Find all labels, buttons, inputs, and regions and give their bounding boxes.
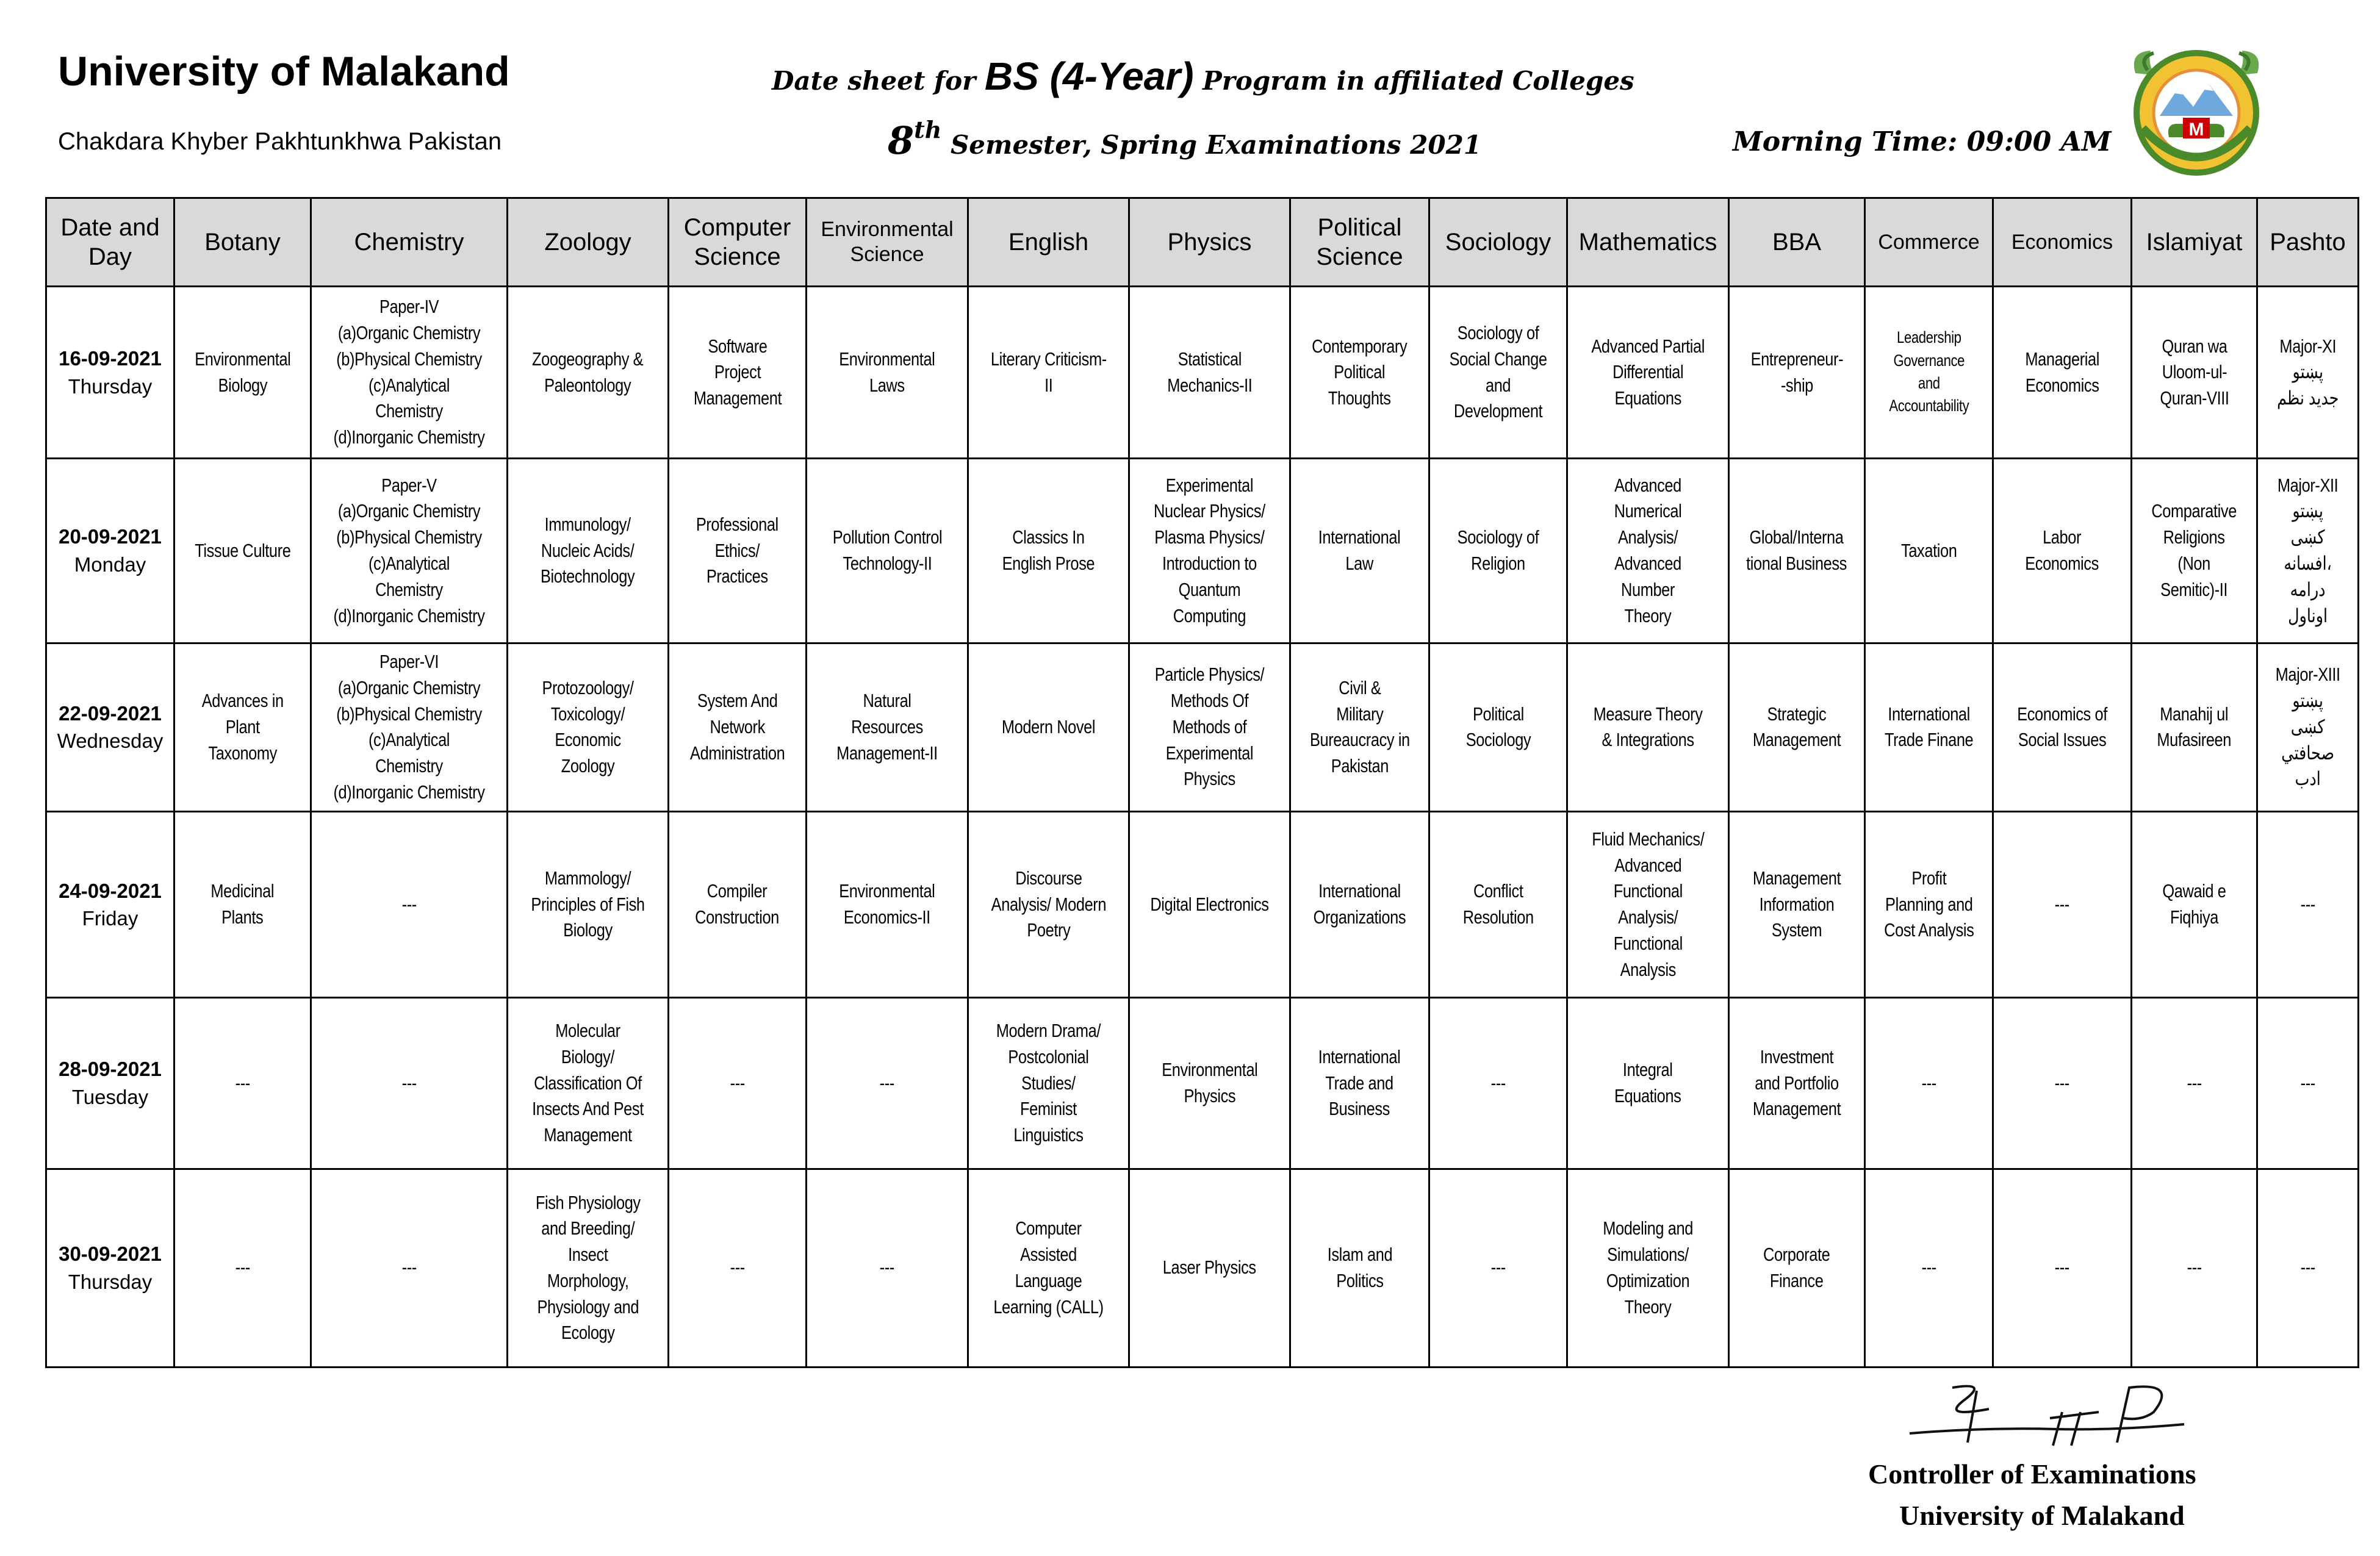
subject-cell	[1290, 459, 1429, 643]
subject-cell	[311, 459, 508, 643]
subject-cell	[508, 643, 669, 811]
subject-text: System And Network Administration	[689, 690, 785, 764]
subject-text: Managerial Economics	[2025, 348, 2099, 396]
date-cell	[46, 811, 174, 997]
column-header: Commerce	[1865, 198, 1993, 287]
subject-text: ---	[879, 1072, 895, 1094]
subject-text: Compiler Construction	[695, 880, 780, 928]
subject-cell	[1567, 1169, 1729, 1367]
table-row	[46, 287, 2359, 459]
subject-cell	[1729, 998, 1865, 1169]
subject-text: Civil & Military Bureaucracy in Pakistan	[1309, 676, 1410, 777]
subject-text: ---	[2300, 893, 2315, 915]
subject-cell	[1429, 459, 1567, 643]
controller-organization: University of Malakand	[1899, 1500, 2185, 1531]
subject-cell	[1865, 1169, 1993, 1367]
subject-cell	[669, 811, 807, 997]
subject-text: Integral Equations	[1614, 1059, 1681, 1106]
subject-cell	[1993, 287, 2132, 459]
subject-cell	[669, 643, 807, 811]
subject-text: Environmental Biology	[194, 348, 291, 396]
title-prefix: Date sheet for	[772, 66, 976, 96]
exam-date: 22-09-2021	[59, 701, 162, 725]
subject-cell	[1567, 459, 1729, 643]
subject-text: Fish Physiology and Breeding/ Insect Morphology, Physiology and Ecology	[535, 1191, 641, 1344]
subject-cell	[508, 998, 669, 1169]
exam-date: 30-09-2021	[59, 1242, 162, 1266]
subject-cell	[1865, 998, 1993, 1169]
date-cell	[46, 1169, 174, 1367]
column-header: Sociology	[1429, 198, 1567, 287]
subject-cell	[1429, 811, 1567, 997]
subject-text: Paper-IV (a)Organic Chemistry (b)Physical Chemistry (c)Analytical Chemistry (d)Inorganic Chemistry	[333, 296, 485, 448]
date-cell	[46, 643, 174, 811]
exam-day: Thursday	[68, 375, 153, 398]
subject-cell	[1567, 811, 1729, 997]
subject-cell	[508, 1169, 669, 1367]
subject-text: International Law	[1318, 526, 1401, 574]
subject-text: Measure Theory & Integrations	[1593, 703, 1703, 751]
subject-cell	[1129, 998, 1290, 1169]
subject-text: Leadership Governance and Accountability	[1889, 328, 1969, 415]
subject-cell	[2257, 1169, 2359, 1367]
subject-text: Modern Drama/ Postcolonial Studies/ Feminist Linguistics	[996, 1020, 1101, 1146]
subject-text: International Trade and Business	[1318, 1045, 1401, 1120]
subject-text: Zoogeography & Paleontology	[532, 348, 644, 396]
subject-text: Entrepreneur- -ship	[1750, 348, 1843, 396]
subject-text: Discourse Analysis/ Modern Poetry	[991, 867, 1106, 941]
subject-cell	[2257, 643, 2359, 811]
subject-cell	[2257, 287, 2359, 459]
subject-text: ---	[2187, 1072, 2202, 1094]
table-header-row	[46, 198, 2359, 287]
semester-ordinal: th	[914, 116, 942, 143]
column-header: Chemistry	[311, 198, 508, 287]
subject-cell	[968, 1169, 1129, 1367]
subject-cell	[2257, 811, 2359, 997]
subject-cell	[807, 811, 968, 997]
subject-text: Professional Ethics/ Practices	[696, 513, 778, 587]
column-header: BBA	[1729, 198, 1865, 287]
subject-cell	[1993, 1169, 2132, 1367]
subject-text: Economics of Social Issues	[2017, 703, 2107, 751]
subject-cell	[2257, 459, 2359, 643]
date-cell	[46, 459, 174, 643]
subject-cell	[1865, 287, 1993, 459]
subject-cell	[1729, 459, 1865, 643]
subject-text: International Trade Finane	[1884, 703, 1974, 751]
subject-cell	[311, 1169, 508, 1367]
column-header: Economics	[1993, 198, 2132, 287]
subject-cell	[1290, 287, 1429, 459]
subject-text: Medicinal Plants	[210, 880, 275, 928]
exam-date: 28-09-2021	[59, 1058, 162, 1081]
exam-date: 24-09-2021	[59, 879, 162, 902]
subject-text: Environmental Economics-II	[839, 880, 935, 928]
subject-cell	[968, 459, 1129, 643]
subject-cell	[1429, 1169, 1567, 1367]
subject-cell	[968, 643, 1129, 811]
subject-cell	[311, 287, 508, 459]
subject-text: ---	[1921, 1072, 1936, 1094]
subject-text: Political Sociology	[1465, 703, 1531, 751]
subject-text: Islam and Politics	[1327, 1244, 1392, 1291]
subject-cell	[174, 1169, 311, 1367]
exam-day: Friday	[82, 907, 138, 930]
subject-cell	[311, 643, 508, 811]
subject-text: Profit Planning and Cost Analysis	[1883, 867, 1974, 941]
subject-text: Laser Physics	[1163, 1257, 1256, 1278]
table-row	[46, 1169, 2359, 1367]
signature-icon	[1897, 1375, 2202, 1455]
subject-cell	[1865, 459, 1993, 643]
table-row	[46, 998, 2359, 1169]
subject-cell	[2132, 1169, 2257, 1367]
exam-day: Wednesday	[57, 730, 164, 753]
semester-line	[888, 116, 1481, 163]
subject-text: ---	[401, 1072, 417, 1094]
subject-text: Digital Electronics	[1150, 893, 1269, 915]
column-header: English	[968, 198, 1129, 287]
subject-cell	[2132, 459, 2257, 643]
subject-text: ---	[235, 1257, 250, 1278]
subject-text: Advanced Numerical Analysis/ Advanced Number Theory	[1614, 474, 1682, 626]
subject-text: Tissue Culture	[194, 539, 291, 561]
exam-date: 16-09-2021	[59, 347, 162, 370]
subject-cell	[669, 459, 807, 643]
subject-text: Mammology/ Principles of Fish Biology	[531, 867, 645, 941]
subject-cell	[2132, 643, 2257, 811]
subject-cell	[1993, 811, 2132, 997]
subject-text: ---	[2187, 1257, 2202, 1278]
subject-text: Pollution Control Technology-II	[832, 526, 942, 574]
subject-cell	[669, 998, 807, 1169]
subject-text: Molecular Biology/ Classification Of Insects And Pest Management	[532, 1020, 644, 1146]
subject-cell	[174, 811, 311, 997]
subject-cell	[1729, 1169, 1865, 1367]
title-suffix: Program in affiliated Colleges	[1203, 66, 1634, 96]
exam-day: Tuesday	[71, 1085, 149, 1108]
university-seal-icon	[2117, 46, 2276, 177]
subject-cell	[1993, 998, 2132, 1169]
subject-cell	[508, 287, 669, 459]
subject-text: Labor Economics	[2025, 526, 2099, 574]
subject-cell	[807, 287, 968, 459]
column-header: Botany	[174, 198, 311, 287]
subject-cell	[807, 1169, 968, 1367]
subject-text: ---	[1490, 1072, 1506, 1094]
subject-cell	[2132, 287, 2257, 459]
subject-cell	[807, 459, 968, 643]
university-name: University of Malakand	[58, 48, 510, 95]
subject-cell	[174, 643, 311, 811]
subject-cell	[508, 459, 669, 643]
exam-time: Morning Time: 09:00 AM	[1733, 126, 2112, 157]
subject-cell	[2132, 998, 2257, 1169]
subject-cell	[1567, 287, 1729, 459]
table-row	[46, 459, 2359, 643]
table-row	[46, 643, 2359, 811]
datesheet-table	[45, 197, 2359, 1368]
subject-cell	[1567, 643, 1729, 811]
subject-text: ---	[1490, 1257, 1506, 1278]
semester-text: Semester, Spring Examinations 2021	[950, 130, 1482, 160]
subject-text: ---	[2300, 1072, 2315, 1094]
subject-cell	[968, 287, 1129, 459]
subject-text: ---	[2054, 1072, 2070, 1094]
subject-text: International Organizations	[1313, 880, 1406, 928]
subject-cell	[807, 643, 968, 811]
subject-text: Natural Resources Management-II	[836, 690, 938, 764]
subject-cell	[1993, 459, 2132, 643]
subject-text: Sociology of Religion	[1457, 526, 1539, 574]
subject-text: ---	[730, 1072, 745, 1094]
subject-cell	[669, 287, 807, 459]
subject-text: Particle Physics/ Methods Of Methods of Experimental Physics	[1154, 664, 1265, 790]
subject-text: Paper-VI (a)Organic Chemistry (b)Physical Chemistry (c)Analytical Chemistry (d)Inorganic Chemistry	[333, 650, 485, 803]
subject-text: Taxation	[1900, 539, 1957, 561]
subject-text: Modern Novel	[1001, 715, 1096, 737]
subject-text: ---	[401, 1257, 417, 1278]
table-body	[46, 287, 2359, 1368]
subject-cell	[1865, 811, 1993, 997]
subject-cell	[1129, 643, 1290, 811]
subject-text: Manahij ul Mufasireen	[2157, 703, 2232, 751]
subject-cell	[1993, 643, 2132, 811]
subject-cell	[174, 287, 311, 459]
subject-text: Qawaid e Fiqhiya	[2162, 880, 2226, 928]
subject-cell	[1129, 1169, 1290, 1367]
subject-text: Management Information System	[1752, 867, 1841, 941]
column-header: Islamiyat	[2132, 198, 2257, 287]
subject-cell	[968, 811, 1129, 997]
column-header: Computer Science	[669, 198, 807, 287]
subject-text: Major-XII پښتو کښی افسانه، درامه اوناول	[2277, 474, 2339, 626]
subject-text: Environmental Laws	[839, 348, 935, 396]
title-program: BS (4-Year)	[984, 54, 1194, 98]
subject-cell	[1729, 811, 1865, 997]
subject-text: Advances in Plant Taxonomy	[201, 690, 284, 764]
subject-cell	[1429, 287, 1567, 459]
subject-cell	[669, 1169, 807, 1367]
subject-text: Advanced Partial Differential Equations	[1591, 335, 1705, 409]
exam-day: Thursday	[68, 1270, 153, 1293]
subject-text: Sociology of Social Change and Development	[1449, 322, 1547, 422]
datesheet-title	[772, 54, 1634, 99]
subject-text: ---	[730, 1257, 745, 1278]
subject-text: Major-XIII پښتو کښی صحافتي ادب	[2275, 664, 2340, 790]
subject-text: Strategic Management	[1752, 703, 1841, 751]
subject-cell	[1129, 287, 1290, 459]
subject-cell	[1729, 643, 1865, 811]
subject-text: Comparative Religions (Non Semitic)-II	[2151, 500, 2237, 600]
subject-cell	[1429, 998, 1567, 1169]
subject-cell	[807, 998, 968, 1169]
subject-cell	[508, 811, 669, 997]
university-address: Chakdara Khyber Pakhtunkhwa Pakistan	[58, 128, 502, 155]
column-header: Zoology	[508, 198, 669, 287]
subject-cell	[1429, 643, 1567, 811]
subject-text: Corporate Finance	[1763, 1244, 1830, 1291]
subject-text: Conflict Resolution	[1462, 880, 1534, 928]
subject-cell	[2257, 998, 2359, 1169]
subject-text: Modeling and Simulations/ Optimization Theory	[1603, 1217, 1693, 1318]
svg-text:M: M	[2188, 120, 2204, 140]
subject-cell	[1290, 811, 1429, 997]
subject-text: Immunology/ Nucleic Acids/ Biotechnology	[541, 513, 635, 587]
subject-text: Statistical Mechanics-II	[1167, 348, 1253, 396]
subject-cell	[311, 811, 508, 997]
subject-cell	[1129, 811, 1290, 997]
date-cell	[46, 287, 174, 459]
subject-cell	[2132, 811, 2257, 997]
subject-text: Quran wa Uloom-ul- Quran-VIII	[2159, 335, 2229, 409]
column-header: Political Science	[1290, 198, 1429, 287]
table-row	[46, 811, 2359, 997]
subject-text: Literary Criticism- II	[990, 348, 1107, 396]
subject-text: Major-XI پښتو جدید نظم	[2276, 335, 2339, 409]
subject-cell	[1290, 1169, 1429, 1367]
subject-text: Global/Interna tional Business	[1746, 526, 1847, 574]
subject-text: Fluid Mechanics/ Advanced Functional Analysis/ Functional Analysis	[1591, 828, 1705, 980]
exam-date: 20-09-2021	[59, 525, 162, 548]
semester-number: 8	[888, 118, 915, 163]
subject-cell	[174, 998, 311, 1169]
subject-cell	[1290, 643, 1429, 811]
subject-text: ---	[401, 893, 417, 915]
subject-text: Computer Assisted Language Learning (CALL)	[993, 1217, 1104, 1318]
column-header: Mathematics	[1567, 198, 1729, 287]
subject-cell	[968, 998, 1129, 1169]
subject-text: ---	[2054, 1257, 2070, 1278]
subject-text: Experimental Nuclear Physics/ Plasma Physics/ Introduction to Quantum Computing	[1154, 474, 1265, 626]
subject-text: ---	[879, 1257, 895, 1278]
subject-text: ---	[2300, 1257, 2315, 1278]
column-header: Physics	[1129, 198, 1290, 287]
column-header: Pashto	[2257, 198, 2359, 287]
column-header: Date and Day	[46, 198, 174, 287]
subject-text: ---	[1921, 1257, 1936, 1278]
date-cell	[46, 998, 174, 1169]
subject-text: Contemporary Political Thoughts	[1312, 335, 1408, 409]
subject-cell	[1865, 643, 1993, 811]
subject-text: Classics In English Prose	[1002, 526, 1095, 574]
subject-cell	[1290, 998, 1429, 1169]
subject-text: Software Project Management	[693, 335, 782, 409]
subject-text: Environmental Physics	[1161, 1059, 1258, 1106]
exam-day: Monday	[74, 553, 146, 576]
subject-cell	[1729, 287, 1865, 459]
subject-cell	[1129, 459, 1290, 643]
subject-text: Investment and Portfolio Management	[1752, 1045, 1841, 1120]
subject-cell	[174, 459, 311, 643]
subject-cell	[311, 998, 508, 1169]
subject-text: ---	[235, 1072, 250, 1094]
controller-title: Controller of Examinations	[1868, 1458, 2196, 1490]
subject-text: ---	[2054, 893, 2070, 915]
column-header: Environmental Science	[807, 198, 968, 287]
subject-cell	[1567, 998, 1729, 1169]
subject-text: Protozoology/ Toxicology/ Economic Zoology	[542, 676, 634, 777]
subject-text: Paper-V (a)Organic Chemistry (b)Physical Chemistry (c)Analytical Chemistry (d)Inorganic Chemistry	[333, 474, 485, 626]
